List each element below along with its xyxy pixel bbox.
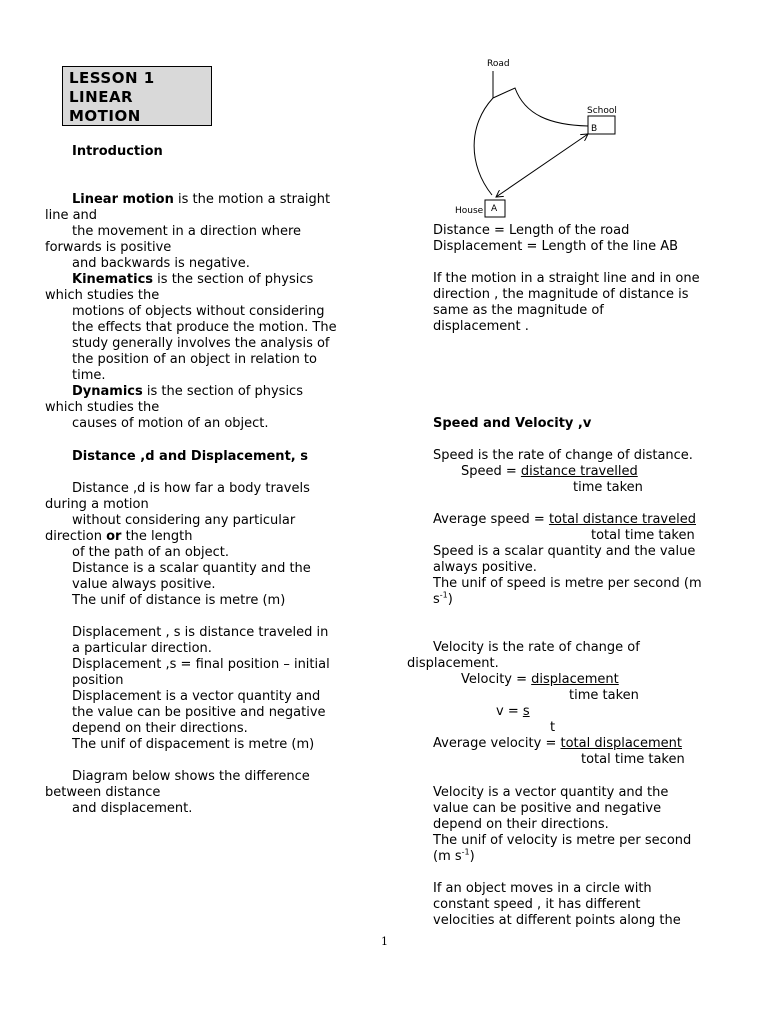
speed-equation-denominator: time taken	[573, 480, 643, 495]
lesson-title-line2: LINEAR	[69, 88, 134, 106]
velocity-definition-line1: Velocity is the rate of change of	[433, 640, 640, 655]
speed-equation: Speed = distance travelled	[461, 464, 638, 479]
average-speed-denominator: total time taken	[591, 528, 695, 543]
page-number: 1	[381, 935, 388, 948]
displacement-line1: Displacement , s is distance traveled in	[72, 625, 329, 640]
average-velocity-denominator: total time taken	[581, 752, 685, 767]
lesson-title-line3: MOTION	[69, 107, 141, 125]
dynamics-line2: which studies the	[45, 400, 160, 415]
velocity-definition-line2: displacement.	[407, 656, 499, 671]
speed-scalar-line1: Speed is a scalar quantity and the value	[433, 544, 696, 559]
kinematics-line7: time.	[72, 368, 106, 383]
speed-scalar-line2: always positive.	[433, 560, 537, 575]
displacement-definition: Displacement = Length of the line AB	[433, 239, 679, 254]
distance-line8: The unif of distance is metre (m)	[72, 593, 286, 608]
displacement-line2: a particular direction.	[72, 641, 212, 656]
distance-line6: Distance is a scalar quantity and the	[72, 561, 311, 576]
displacement-line7: depend on their directions.	[72, 721, 248, 736]
road-upper-path	[493, 88, 588, 126]
road-label: Road	[487, 59, 510, 69]
distance-line3: without considering any particular	[72, 513, 296, 528]
kinematics-line3: motions of objects without considering	[72, 304, 325, 319]
kinematics-line5: study generally involves the analysis of	[72, 336, 330, 351]
circular-motion-line1: If an object moves in a circle with	[433, 881, 652, 896]
diagram-intro-line2: between distance	[45, 785, 161, 800]
dynamics-line3: causes of motion of an object.	[72, 416, 269, 431]
point-b-label: B	[591, 124, 598, 134]
linear-motion-line2: line and	[45, 208, 98, 223]
circular-motion-line3: velocities at different points along the	[433, 913, 681, 928]
distance-line4: direction or the length	[45, 529, 193, 544]
kinematics-line4: the effects that produce the motion. The	[72, 320, 337, 335]
introduction-heading: Introduction	[72, 144, 163, 159]
velocity-unit-line1: The unif of velocity is metre per second	[433, 833, 692, 848]
speed-unit-line1: The unif of speed is metre per second (m	[433, 576, 702, 591]
velocity-equation-denominator: time taken	[569, 688, 639, 703]
circular-motion-line2: constant speed , it has different	[433, 897, 641, 912]
linear-motion-line4: forwards is positive	[45, 240, 172, 255]
distance-definition: Distance = Length of the road	[433, 223, 630, 238]
displacement-line4: position	[72, 673, 124, 688]
road-lower-path	[474, 98, 493, 195]
lesson-title-line1: LESSON 1	[69, 69, 155, 87]
straight-motion-line3: same as the magnitude of	[433, 303, 604, 318]
linear-motion-line5: and backwards is negative.	[72, 256, 250, 271]
v-equation-denominator: t	[550, 720, 556, 735]
diagram-intro-line3: and displacement.	[72, 801, 193, 816]
displacement-line8: The unif of dispacement is metre (m)	[72, 737, 315, 752]
house-label: House	[455, 206, 484, 216]
dynamics-line1: Dynamics is the section of physics	[72, 384, 303, 399]
distance-line5: of the path of an object.	[72, 545, 230, 560]
displacement-line3: Displacement ,s = final position – initial	[72, 657, 330, 672]
kinematics-line1: Kinematics is the section of physics	[72, 272, 314, 287]
kinematics-line2: which studies the	[45, 288, 160, 303]
straight-motion-line1: If the motion in a straight line and in one	[433, 271, 700, 286]
distance-line2: during a motion	[45, 497, 149, 512]
displacement-arrow	[496, 134, 588, 197]
distance-displacement-heading: Distance ,d and Displacement, s	[72, 449, 308, 464]
velocity-equation: Velocity = displacement	[461, 672, 619, 687]
distance-line7: value always positive.	[72, 577, 216, 592]
average-speed-equation: Average speed = total distance traveled	[433, 512, 696, 527]
speed-definition: Speed is the rate of change of distance.	[433, 448, 693, 463]
velocity-unit-line2: (m $s^{-1}$)	[433, 847, 475, 864]
linear-motion-line1: Linear motion is the motion a straight	[72, 192, 331, 207]
straight-motion-line2: direction , the magnitude of distance is	[433, 287, 689, 302]
displacement-line6: the value can be positive and negative	[72, 705, 326, 720]
displacement-line5: Displacement is a vector quantity and	[72, 689, 321, 704]
lesson-title-box	[62, 66, 212, 126]
average-velocity-equation: Average velocity = total displacement	[433, 736, 682, 751]
velocity-vector-line2: value can be positive and negative	[433, 801, 662, 816]
v-equation: v = s	[496, 704, 530, 719]
point-a-label: A	[491, 204, 498, 214]
speed-unit-line2: $s^{-1}$)	[433, 590, 453, 607]
school-label: School	[587, 106, 617, 116]
road-displacement-diagram	[440, 50, 640, 230]
velocity-vector-line1: Velocity is a vector quantity and the	[433, 785, 669, 800]
straight-motion-line4: displacement .	[433, 319, 529, 334]
distance-line1: Distance ,d is how far a body travels	[72, 481, 310, 496]
linear-motion-line3: the movement in a direction where	[72, 224, 302, 239]
speed-velocity-heading: Speed and Velocity ,v	[433, 416, 592, 431]
velocity-vector-line3: depend on their directions.	[433, 817, 609, 832]
diagram-intro-line1: Diagram below shows the difference	[72, 769, 310, 784]
kinematics-line6: the position of an object in relation to	[72, 352, 317, 367]
